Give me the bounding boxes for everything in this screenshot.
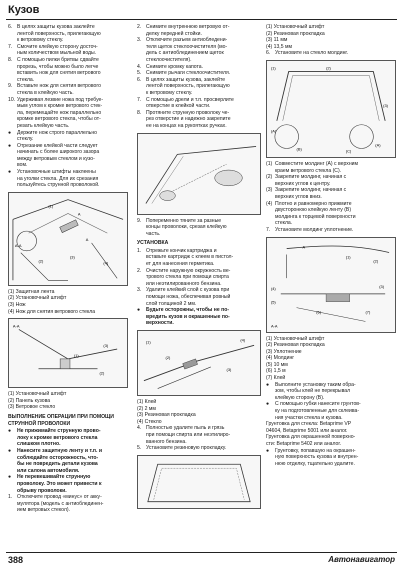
figure-caption: (3) Уплотнение [266,348,302,355]
header-divider [6,19,397,20]
figure-label: (3) [383,102,388,108]
step-item: 4. Снимите кромку капота. [137,63,204,70]
figure-caption: (1) Установочный штифт [266,335,325,342]
step-item: 2. Очистите наружную окружность ве- трового стекла при помощи спирта или неэтилированного бензина. [137,267,231,287]
figure-label: (2) [38,258,44,264]
figure-caption: (4) Стекло [137,418,162,425]
bullet-list [8,130,128,189]
illustration-molding [267,61,395,157]
illustration-adhesive-layer [138,331,260,395]
figure-label: (7) [365,309,371,315]
figure-label: (2) [373,257,379,263]
step-item: 4. Полностью удалите пыль и грязь при помощи спирта или неэтилиро- ванного бензина. [137,425,231,445]
bullet-item: ● Выполните установку таким обра- зом, чтобы клей не перекрывал клейкую сторону (B). [266,381,356,401]
step-item: 8. Протяните струнную проволоку че- рез отверстие и надежно закрепите ее на концах на рукоятках ручках. [137,109,231,129]
figure-label: (5) [270,299,276,305]
figure-caption: (1) Установочный штифт [266,24,325,30]
step-item: 3. Отключите разъем антиобледени- теля щеток стеклоочистителя (мо- дель с антиоблединением щеток стеклоочистителя). [137,37,228,63]
figure-caption: (5) 10 мм [266,361,288,368]
step-item: (1) Совместите молдинг (A) с верхним краем ветрового стекла (C). [266,160,358,174]
figure-label: (2) [165,355,171,361]
figure-label: (1) [73,353,79,359]
steps-list [8,24,128,130]
figure-windshield-cutting [8,192,128,286]
figure-caption: (4) Нож для снятия ветрового стекла [8,308,96,315]
figure-label: (3) [379,283,385,289]
illustration-pin-section [9,319,127,387]
figure-label: A [85,236,89,242]
bullet-item: ● Нанесите защитную ленту и т.п. и соблюдайте осторожность, что- бы не повредить детали кузова или салона автомобиля. [8,447,102,474]
step-item: (4) Плотно и равномерно прижмите двусторонюю клейкую ленту (B) молдинга к торцевой поверхности стекла. [266,200,356,227]
step-item: 3. Удалите клейкий слой с кузова при помощи ножа, обеспечивая ровный слой толщиной 2 мм. [137,287,231,307]
figure-label: (3) [69,254,75,260]
step-item: (3) Закрепите молдинг, начиная с верхних углов вниз. [266,187,347,200]
figure-label: A [302,244,306,250]
figure-label: (3) [226,366,232,372]
figure-label: (2) [326,65,331,71]
figure-caption: (6) 1,5 м [266,368,286,375]
step-item: 7. С помощью дрели и т.п. просверлите отверстие в клейкой части. [137,96,234,110]
footer-divider [6,552,397,553]
figure-molding-install [266,60,396,158]
figure-label: A-A [14,242,22,248]
figure-caption: (1) Установочный штифт [8,391,67,398]
figure-seal-section [266,237,396,333]
figure-label: (1) [145,339,151,345]
figure-caption: (1) Защитная лента [8,288,55,295]
figure-label: (A) [270,128,277,134]
figure-label: (4) [240,337,246,343]
step-item: 2. Снимите внутреннюю ветровую от- делку передней стойки. [137,24,230,37]
step-item: 7. Смочите клейкую сторону досточ- ным количеством мыльной воды. [8,43,98,57]
bullet-item: ● С помощью губки нанесите грунтов- ку на подготовленные для склеива- ния участки стекла и кузова. [266,401,361,421]
figure-label: (1) [345,253,351,259]
bullet-item: ● Не прижимайте струнную прово- локу к кромке ветрового стекла слишком плотно. [8,428,101,448]
figure-caption: (4) Молдинг [266,355,295,362]
figure-label: (1) [48,203,54,209]
step-item: 6. В целях защиты кузова заклейте лентой поверхность, прилегающую к ветровому стеклу. [8,24,101,44]
bullet-item: ● Грунтовку, попавшую на окрашен- ную поверхность кузова и внутрен- нюю отделку, тщательно удалите. [266,447,359,467]
publisher-brand: Автонавигатор [328,555,395,564]
figure-label: (1) [270,65,276,71]
step-item: 10. Удерживая лезвие ножа под требуе- мым углом к кромке ветрового стек- ла, перемещайте нож параллельно кромке ветрового стекла, чтобы от- резать клейкую часть. [8,96,104,129]
illustration-wire-cut [138,134,260,214]
bullet-item: ● Будьте осторожны, чтобы не по- вредить кузов и окрашенные по- верхности. [137,307,230,327]
section-heading: ВЫПОЛНЕНИЕ ОПЕРАЦИИ ПРИ ПОМОЩИ СТРУННОЙ ПРОВОЛОКИ [8,414,114,427]
step-item: 6. Установите на стекло молдинг. [266,50,349,57]
column-2 [137,24,261,512]
figure-caption: (2) Панель кузова [8,397,51,404]
section-heading: УСТАНОВКА [137,240,169,247]
figure-label: (B) [296,146,302,152]
figure-label: (3) [103,343,109,349]
figure-caption: (2) Резиновая прокладка [266,30,325,37]
illustration-seal-section [267,238,395,332]
figure-label: A-A [270,322,278,328]
figure-label: (2) [99,370,105,376]
bullet-item: ● Установочные штифты наклеены на уголки стекла. Для их срезания пользуйтесь струнной проволокой. [8,169,100,189]
step-item: 7. Установите молдинг уплотнение. [266,226,354,233]
chapter-title: Кузов [8,4,40,16]
figure-label: (6) [316,309,322,315]
figure-wire-cutting [137,133,261,215]
figure-caption: (3) Ветровое стекло [8,404,56,411]
figure-label: A-A [12,323,20,329]
figure-label: (4) [270,285,276,291]
figure-caption: (7) Клей [266,375,286,382]
primer-paragraph: Грунтовка для стекла: Betaprime VP 04604, Betaprime 5001 или аналог. Грунтовка для окрашенной поверхно- сти: Betaprime 5402 или аналог. [266,421,356,447]
figure-label: (C) [345,148,352,154]
figure-caption: (3) Резиновая прокладка [137,412,196,419]
step-item: 1. Отключите провод «минус» от акку- мулятора (модель с антиоблединен- ием ветровых стекол). [8,494,104,514]
column-3 [266,24,396,467]
column-1 [8,24,128,514]
step-item: 5. Снимите рычаги стеклоочистителя. [137,70,231,77]
figure-label: (A) [375,142,381,148]
step-item: 1. Отрежьте кончик картриджа и вставьте картридж с клеем в пистол- ет для нанесения герметика. [137,247,234,268]
step-item: 6. В целях защиты кузова, заклейте лентой поверхность, прилегающую к ветровому стеклу. [137,76,230,96]
figure-caption: (3) Нож [8,302,26,309]
figure-caption: (4) 13,5 мм [266,43,292,50]
figure-label: (4) [103,260,109,266]
figure-caption: (1) Клей [137,399,157,405]
figure-pin-section [8,318,128,388]
figure-caption: (2) Установочный штифт [8,295,67,302]
page-footer [6,552,397,566]
illustration-knife-cut [9,193,127,285]
page-number: 388 [8,555,24,565]
figure-rubber-gasket [137,455,261,509]
figure-label: A [77,211,81,217]
figure-adhesive-layer [137,330,261,396]
bullet-item: ● Не перевешивайте струнную проволоку. Это может привести к обрыву проволоки. [8,474,102,494]
step-item: 8. С помощью пилки бритвы сдвайте прорезь, чтобы можно было легче вставить нож для снятия ветрового стекла. [8,56,101,83]
illustration-gasket-frame [138,456,260,508]
figure-caption: (3) 11 мм [266,37,288,44]
figure-caption: (2) Резиновая прокладка [266,342,325,349]
figure-caption: (2) 2 мм [137,405,156,412]
step-item: (2) Закрепите молдинг, начиная с верхних углов к центру. [266,174,347,187]
step-item: 9. Вставьте нож для снятия ветрового стекла в клейкую часть. [8,83,101,96]
bullet-item: ● Отрезание клейкой части следует начинать с более широкого зазора между ветровым стеклом и кузо- вом. [8,142,100,169]
step-item: 9. Попеременно тяните за разные концы проволоки, срезая клейкую часть. [137,217,227,237]
step-item: 5. Установите резиновую прокладку. [137,445,227,452]
bullet-item: ● Держите нож строго параллельно стеклу. [8,129,97,143]
page-header [6,4,397,20]
